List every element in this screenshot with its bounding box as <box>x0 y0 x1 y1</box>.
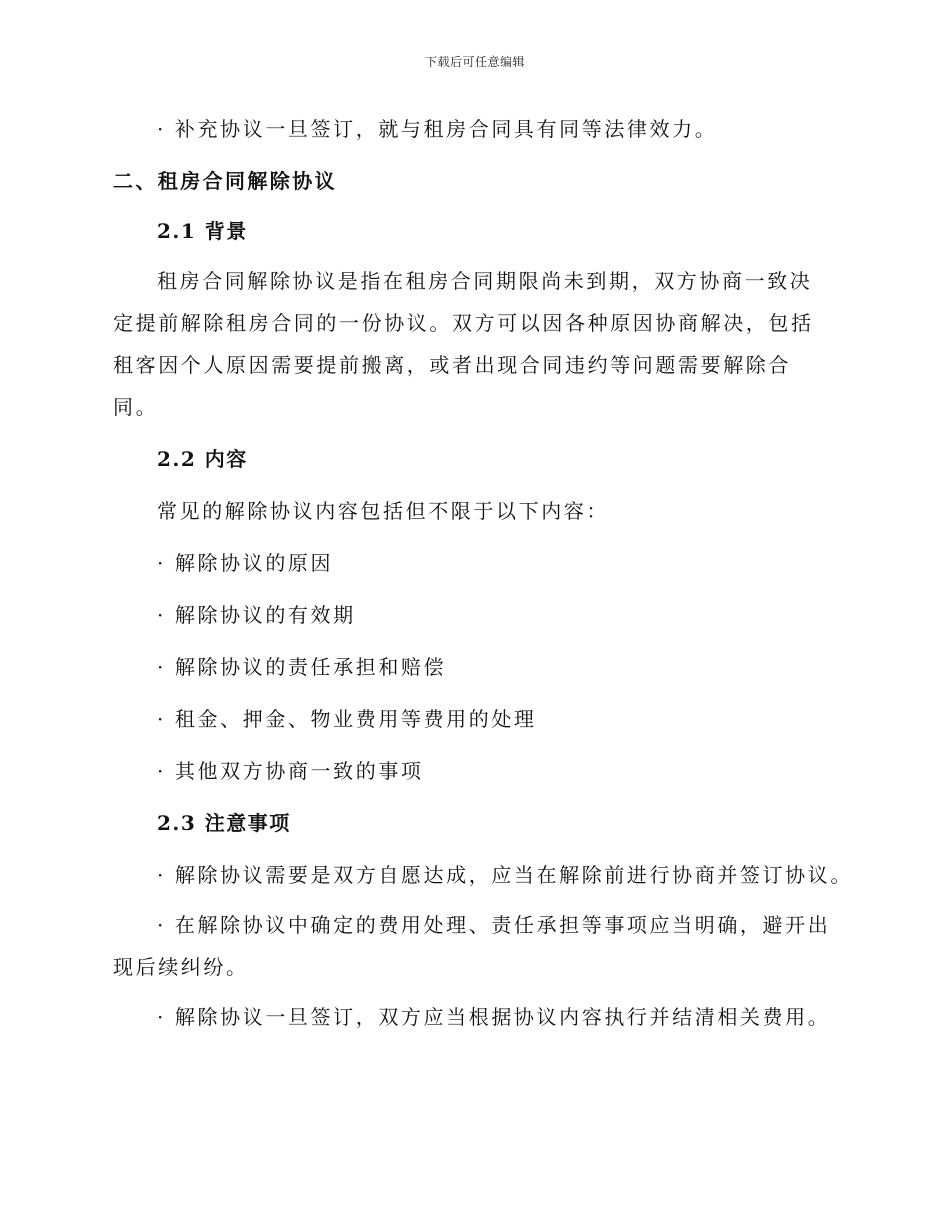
list-item: · 租金、押金、物业费用等费用的处理 <box>157 707 537 731</box>
list-item: · 解除协议的原因 <box>157 551 334 575</box>
document-body <box>113 108 853 1038</box>
section-2-1-paragraph: 租房合同解除协议是指在租房合同期限尚未到期，双方协商一致决定提前解除租房合同的一份协议。双方可以因各种原因协商解决，包括租客因个人原因需要提前搬离，或者出现合同违约等问题需要解除合同。 <box>113 269 814 419</box>
list-item: · 解除协议需要是双方自愿达成，应当在解除前进行协商并签订协议。 <box>157 863 853 887</box>
list-item: · 在解除协议中确定的费用处理、责任承担等事项应当明确，避开出现后续纠纷。 <box>113 913 831 979</box>
section-2-2-heading: 2.2 内容 <box>157 447 248 471</box>
section-2-heading: 二、租房合同解除协议 <box>113 169 337 193</box>
list-item: · 解除协议的责任承担和赔偿 <box>157 655 447 679</box>
list-item: · 解除协议的有效期 <box>157 603 356 627</box>
section-2-1-heading: 2.1 背景 <box>157 219 248 243</box>
section-2-2-intro: 常见的解除协议内容包括但不限于以下内容： <box>157 499 609 523</box>
list-item: · 解除协议一旦签订，双方应当根据协议内容执行并结清相关费用。 <box>157 1005 831 1029</box>
intro-bullet: · 补充协议一旦签订，就与租房合同具有同等法律效力。 <box>157 117 718 141</box>
section-2-3-heading: 2.3 注意事项 <box>157 811 291 835</box>
header-note: 下载后可任意编辑 <box>424 55 525 69</box>
list-item: · 其他双方协商一致的事项 <box>157 759 424 783</box>
